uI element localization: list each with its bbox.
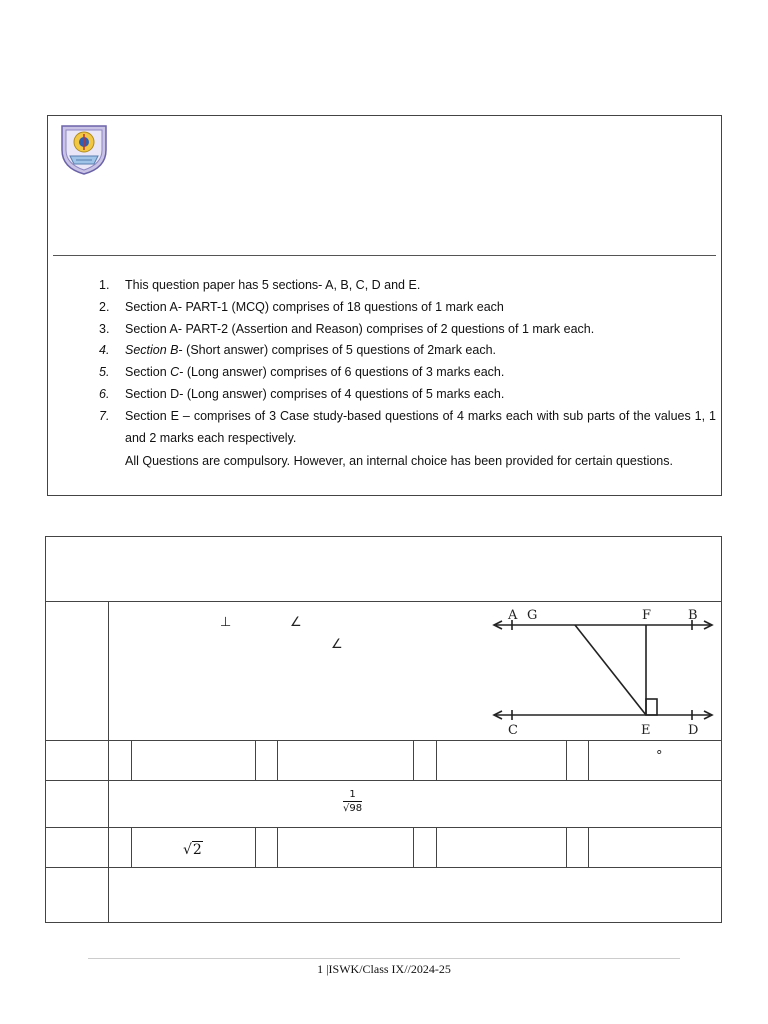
option-divider: [436, 827, 437, 867]
qno-column-divider: [108, 601, 109, 923]
option-divider: [566, 827, 567, 867]
instruction-text: Section E – comprises of 3 Case study-based questions of 4 marks each with sub parts of the values 1, 1 and 2 marks each respectively.: [125, 408, 716, 445]
instructions-box: [47, 115, 722, 496]
instruction-text: - (Long answer) comprises of 6 questions of 3 marks each.: [179, 365, 505, 380]
denominator-radicand: 98: [349, 803, 363, 814]
instruction-item: [96, 406, 716, 450]
fraction-denominator: √98: [343, 803, 363, 814]
option-divider: [255, 827, 256, 867]
parallel-lines-figure: [490, 603, 716, 739]
instruction-section-name: C: [170, 365, 180, 380]
sqrt-radicand: 2: [192, 842, 202, 858]
instruction-text: This question paper has 5 sections- A, B, C, D and E.: [125, 278, 421, 292]
page-footer: 1 |ISWK/Class IX//2024-25: [317, 962, 451, 976]
instructions-list: [96, 275, 716, 473]
point-label-d: D: [688, 723, 699, 738]
instruction-section-name: Section B: [125, 343, 179, 358]
point-label-b: B: [688, 608, 698, 623]
school-crest-logo: [56, 120, 112, 176]
note-text: All Questions are compulsory. However, an internal choice has been provided for certain questions.: [125, 454, 673, 469]
option-divider: [277, 740, 278, 780]
instruction-note: [96, 451, 716, 473]
row-divider: [46, 827, 721, 828]
instruction-item: [96, 384, 716, 406]
instruction-item: [96, 362, 716, 384]
instruction-text: Section D- (Long answer) comprises of 4 questions of 5 marks each.: [125, 386, 505, 401]
row-divider: [46, 780, 721, 781]
row-divider: [46, 867, 721, 868]
option-divider: [277, 827, 278, 867]
instruction-text: Section A- PART-2 (Assertion and Reason) comprises of 2 questions of 1 mark each.: [125, 321, 595, 336]
option-divider: [255, 740, 256, 780]
instruction-item: [96, 340, 716, 362]
row-divider: [46, 740, 721, 741]
instruction-text: Section A- PART-1 (MCQ) comprises of 18 questions of 1 mark each: [125, 299, 504, 314]
point-label-f: F: [642, 608, 652, 623]
instruction-text: - (Short answer) comprises of 5 questions of 2mark each.: [178, 343, 497, 358]
option-divider: [566, 740, 567, 780]
point-label-c: C: [508, 723, 518, 738]
point-label-g: G: [527, 608, 538, 623]
instruction-number: 6.: [99, 386, 110, 401]
instruction-item: [96, 319, 716, 341]
angle-symbol: ∠: [331, 637, 343, 652]
instruction-number: 2.: [99, 299, 110, 314]
fraction-expression: [343, 789, 362, 814]
perpendicular-symbol: ⊥: [220, 615, 232, 630]
instruction-item: [96, 275, 716, 297]
question-table: [45, 536, 722, 923]
option-divider: [436, 740, 437, 780]
instruction-number: 1.: [99, 278, 110, 292]
option-divider: [413, 827, 414, 867]
point-label-a: A: [508, 608, 518, 623]
row-divider: [46, 601, 721, 602]
instruction-number: 7.: [99, 408, 110, 423]
instruction-number: 5.: [99, 365, 110, 380]
instruction-number: 4.: [99, 343, 110, 358]
option-divider: [588, 740, 589, 780]
header-divider: [53, 255, 716, 256]
option-divider: [413, 740, 414, 780]
option-divider: [131, 740, 132, 780]
instruction-section-word: Section: [125, 365, 171, 380]
sqrt-option: √2: [183, 842, 202, 858]
fraction-numerator: 1: [343, 789, 362, 802]
option-divider: [588, 827, 589, 867]
point-label-e: E: [641, 723, 651, 738]
option-divider: [131, 827, 132, 867]
instruction-number: 3.: [99, 321, 110, 336]
degree-symbol: °: [656, 749, 663, 764]
footer-divider: [88, 958, 680, 959]
angle-symbol: ∠: [290, 615, 302, 630]
instruction-item: [96, 297, 716, 319]
